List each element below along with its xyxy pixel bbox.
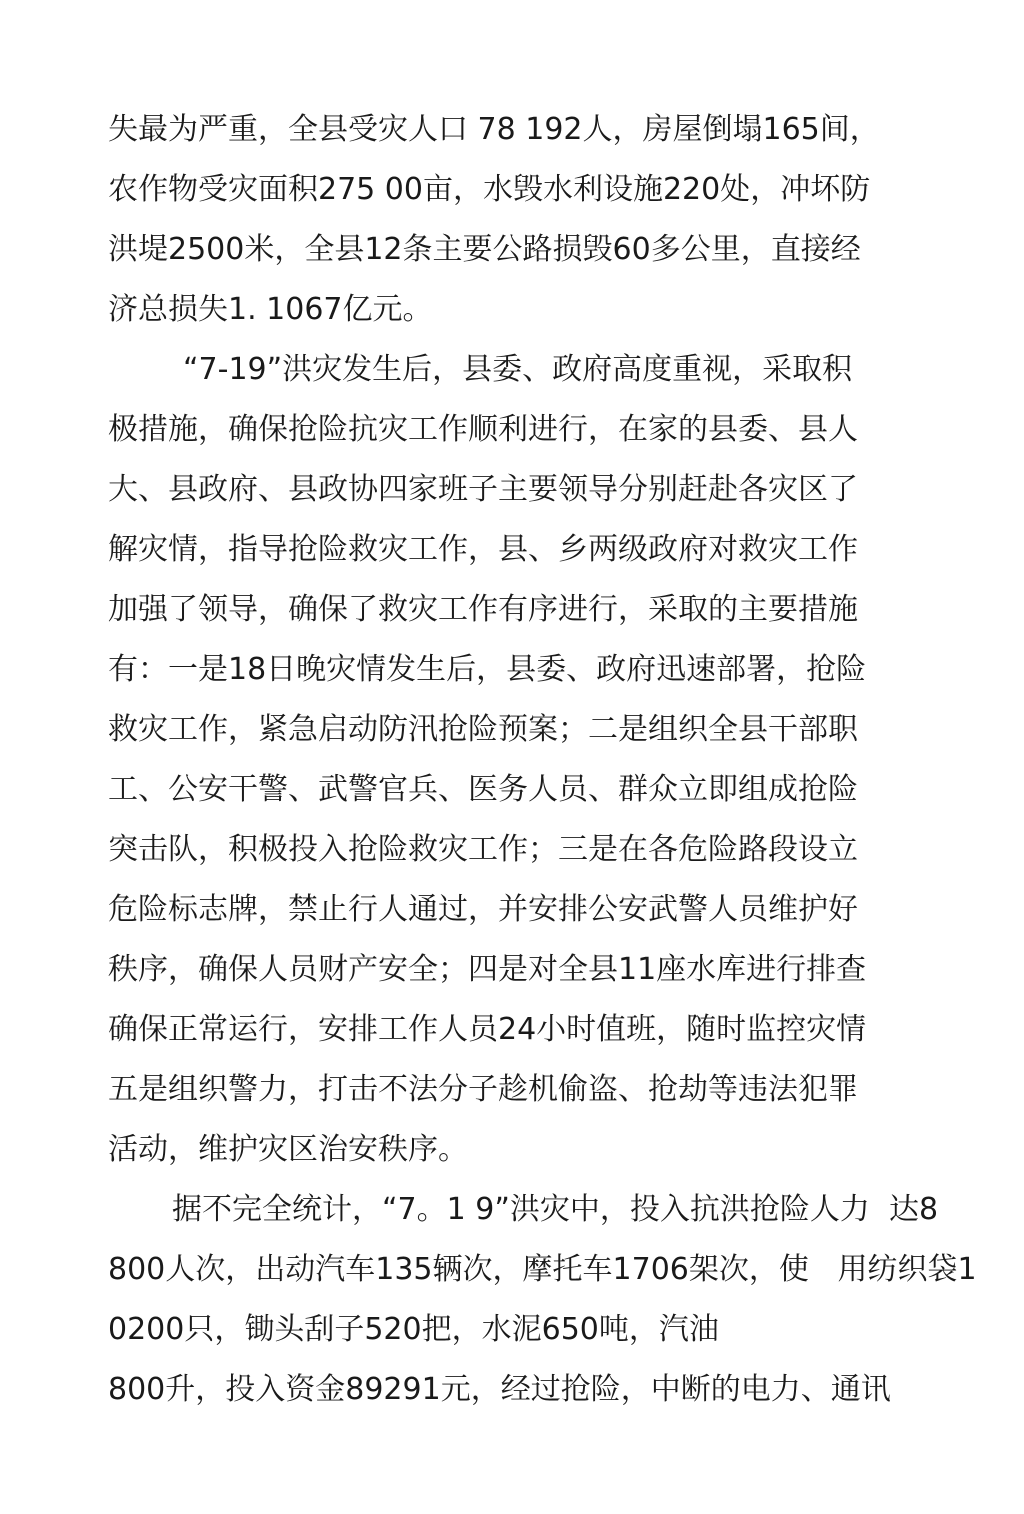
text-line: 极措施，确保抢险抗灾工作顺利进行，在家的县委、县人 <box>108 412 858 447</box>
text-line: 有：一是18日晚灾情发生后，县委、政府迅速部署，抢险 <box>108 652 867 687</box>
text-line: 洪堤2500米，全县12条主要公路损毁60多公里，直接经 <box>108 232 861 267</box>
text-line: 危险标志牌，禁止行人通过，并安排公安武警人员维护好 <box>108 892 858 927</box>
text-line: 突击队，积极投入抢险救灾工作；三是在各危险路段设立 <box>108 832 858 867</box>
paragraph-start-line: 据不完全统计，“7。1 9”洪灾中，投入抗洪抢险人力 达8 <box>172 1192 939 1227</box>
text-line: 解灾情，指导抢险救灾工作，县、乡两级政府对救灾工作 <box>108 532 858 567</box>
text-line: 800升，投入资金89291元，经过抢险，中断的电力、通讯 <box>108 1372 891 1407</box>
text-line: 0200只，锄头刮子520把，水泥650吨，汽油 <box>108 1312 719 1347</box>
text-line: 秩序，确保人员财产安全；四是对全县11座水库进行排查 <box>108 952 867 987</box>
text-line: 济总损失1. 1067亿元。 <box>108 292 433 327</box>
text-line: 工、公安干警、武警官兵、医务人员、群众立即组成抢险 <box>108 772 858 807</box>
text-line: 五是组织警力，打击不法分子趁机偷盗、抢劫等违法犯罪 <box>108 1072 858 1107</box>
text-line: 农作物受灾面积275 00亩，水毁水利设施220处，冲坏防 <box>108 172 871 207</box>
paragraph-start-line: “7-19”洪灾发生后，县委、政府高度重视，采取积 <box>183 352 853 387</box>
text-line: 确保正常运行，安排工作人员24小时值班，随时监控灾情 <box>108 1012 867 1047</box>
text-line: 救灾工作，紧急启动防汛抢险预案；二是组织全县干部职 <box>108 712 858 747</box>
text-line: 加强了领导，确保了救灾工作有序进行，采取的主要措施 <box>108 592 858 627</box>
text-line: 800人次，出动汽车135辆次，摩托车1706架次，使 用纺织袋1 <box>108 1252 977 1287</box>
text-line: 失最为严重，全县受灾人口 78 192人，房屋倒塌165间， <box>108 112 880 147</box>
text-line: 活动，维护灾区治安秩序。 <box>108 1132 468 1167</box>
text-line: 大、县政府、县政协四家班子主要领导分别赶赴各灾区了 <box>108 472 858 507</box>
